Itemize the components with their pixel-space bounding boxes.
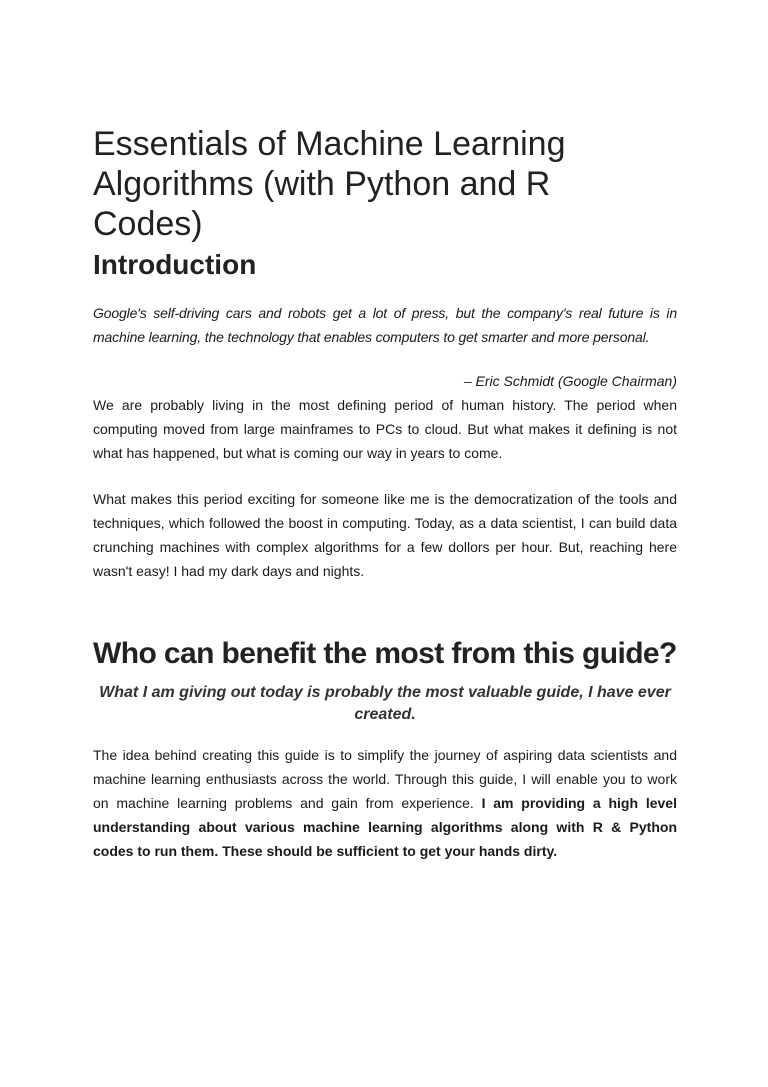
document-title: Essentials of Machine Learning Algorithms (with Python and R Codes) — [93, 125, 566, 243]
paragraph-3-text: The idea behind creating this guide is to simplify the journey of aspiring data scientists and machine learning enthusiasts across the world. Through this guide, I will enable you to work on machine learning problems and gain from experience. — [93, 747, 677, 811]
paragraph-3-bold-text: I am providing a high level understanding about various machine learning algorithms along with R & Python codes to run them. These should be sufficient to get your hands dirty. — [93, 795, 677, 859]
introduction-heading: Introduction — [93, 249, 257, 280]
quote-text: Google's self-driving cars and robots get a lot of press, but the company's real future is in machine learning, the technology that enables computers to get smarter and more personal. — [93, 305, 677, 345]
section-subtitle: What I am giving out today is probably the most valuable guide, I have ever created. — [99, 684, 671, 723]
paragraph-1: We are probably living in the most defining period of human history. The period when computing moved from large mainframes to PCs to cloud. But what makes it defining is not what has happened, but what is coming our way in years to come. — [93, 397, 677, 461]
paragraph-2: What makes this period exciting for someone like me is the democratization of the tools and techniques, which followed the boost in computing. Today, as a data scientist, I can build data crunching machines with complex algorithms for a few dollors per hour. But, reaching here wasn't easy! I had my dark days and nights. — [93, 491, 677, 579]
document-page — [93, 0, 677, 863]
quote-attribution: – Eric Schmidt (Google Chairman) — [463, 373, 677, 389]
paragraph-3 — [93, 743, 677, 863]
section-heading: Who can benefit the most from this guide? — [93, 637, 677, 670]
